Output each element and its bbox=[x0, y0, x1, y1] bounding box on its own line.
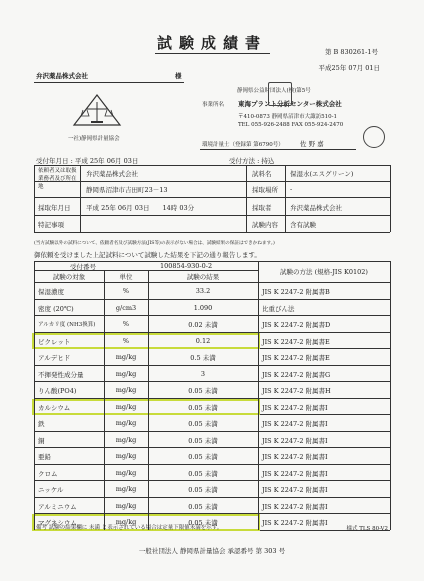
client-label: 依頼者又は取扱業務者及び所在地 bbox=[38, 168, 77, 190]
table-rule bbox=[34, 365, 390, 366]
test-method: JIS K 2247-2 附属書I bbox=[262, 469, 328, 478]
test-method: JIS K 2247-2 附属書E bbox=[262, 354, 330, 362]
table-rule bbox=[34, 299, 390, 300]
test-item: 鉄 bbox=[38, 420, 45, 428]
test-item: 不揮発性成分量 bbox=[38, 370, 84, 379]
column-header: 試験の結果 bbox=[186, 273, 220, 281]
company-seal-stamp bbox=[268, 82, 292, 106]
test-unit: mg/kg bbox=[115, 452, 137, 460]
test-result: 0.05 未満 bbox=[188, 436, 218, 445]
recipient-underline bbox=[34, 82, 184, 83]
table-rule bbox=[34, 431, 390, 432]
highlight-box bbox=[32, 399, 260, 416]
client-name: 弁沢薬品株式会社 bbox=[86, 170, 138, 178]
issuer-address: 〒410-0873 静岡県沼津市大諏訪510-1 bbox=[238, 114, 337, 120]
test-result: 0.5 未満 bbox=[190, 354, 216, 362]
test-method: JIS K 2247-2 附属書I bbox=[262, 486, 328, 494]
column-header: 試験の対象 bbox=[52, 273, 86, 281]
test-method: JIS K 2247-2 附属書H bbox=[262, 387, 331, 395]
test-method: JIS K 2247-2 附属書I bbox=[262, 519, 328, 527]
manager-underline bbox=[200, 149, 356, 150]
table-rule bbox=[34, 480, 390, 481]
test-result: 0.05 未満 bbox=[188, 502, 218, 511]
test-item: クロム bbox=[38, 469, 58, 478]
logo-caption: 一社)静岡県計量協会 bbox=[68, 136, 120, 142]
test-item: アルミニウム bbox=[38, 502, 77, 511]
test-item: りん酸(PO4) bbox=[38, 387, 77, 395]
page-title: 試験成績書 bbox=[156, 34, 267, 52]
table-rule bbox=[34, 497, 390, 498]
test-unit: % bbox=[122, 336, 130, 345]
doc-date: 平成25年 07月 01日 bbox=[318, 64, 380, 72]
manager-name: 佐 野 嘉 bbox=[300, 140, 324, 148]
lab-number-label: 受付番号 bbox=[70, 263, 96, 271]
test-method: JIS K 2247-2 附属書I bbox=[262, 420, 328, 428]
highlight-box bbox=[32, 333, 260, 350]
test-result: 0.05 未満 bbox=[188, 469, 218, 478]
test-item: ピクレット bbox=[38, 337, 71, 346]
collector-value: 弁沢薬品株式会社 bbox=[290, 204, 342, 212]
notes-label: 特記事項 bbox=[38, 221, 64, 229]
test-result: 0.05 未満 bbox=[188, 387, 218, 395]
test-method: JIS K 2247-2 附属書B bbox=[262, 288, 330, 296]
table-column-rule bbox=[258, 261, 259, 530]
table-rule bbox=[34, 270, 258, 271]
collection-date-value: 平成 25年 06月 03日 14時 03分 bbox=[86, 204, 195, 212]
sample-value: 保湿水(エスグリーン) bbox=[290, 170, 354, 178]
test-unit: mg/kg bbox=[115, 402, 137, 411]
test-item: カルシウム bbox=[38, 403, 71, 412]
test-item: アルカリ度 (NH3換算) bbox=[38, 322, 96, 328]
test-method: JIS K 2247-2 附属書I bbox=[262, 453, 328, 461]
test-unit: mg/kg bbox=[115, 353, 137, 361]
test-unit: mg/kg bbox=[115, 485, 137, 493]
issuer-phone: TEL 055-926-2488 FAX 055-924-2470 bbox=[238, 122, 344, 128]
table-rule bbox=[34, 464, 390, 465]
table-column-rule bbox=[34, 261, 35, 530]
receipt-method: 受付方法 : 持込 bbox=[229, 157, 275, 165]
test-result: 0.02 未満 bbox=[188, 321, 218, 329]
test-method: JIS K 2247-2 附属書D bbox=[262, 321, 331, 329]
report-intro: 御依頼を受けました上記試料について試験した結果を下記の通り報告します。 bbox=[34, 251, 261, 259]
received-date: 受付年月日 : 平成 25年 06月 03日 bbox=[36, 157, 139, 165]
column-header: 単位 bbox=[119, 273, 133, 281]
test-item: ニッケル bbox=[38, 486, 64, 494]
test-item: アルデヒド bbox=[38, 354, 71, 362]
test-method: 比重びん法 bbox=[262, 304, 295, 313]
test-item: 密度 (20℃) bbox=[38, 304, 74, 313]
test-result: 0.05 未満 bbox=[188, 486, 218, 494]
sample-label: 試料名 bbox=[252, 170, 272, 178]
table-rule bbox=[34, 315, 390, 316]
test-result: 0.05 未満 bbox=[188, 420, 218, 428]
test-result: 0.05 未満 bbox=[188, 453, 218, 461]
test-unit: mg/kg bbox=[115, 435, 137, 444]
doc-number: 第 B 830261-1号 bbox=[324, 48, 378, 56]
test-item: 保湿濃度 bbox=[38, 288, 64, 296]
recipient-honorific: 様 bbox=[175, 72, 182, 80]
place-label: 採取場所 bbox=[252, 186, 278, 194]
collector-label: 採取者 bbox=[252, 204, 272, 212]
issuer-registration: 静岡県公益財団法人(検)第5号 bbox=[237, 88, 311, 94]
test-type-label: 試験内容 bbox=[252, 221, 278, 229]
issuer-office-name: 東海プラント分析センター株式会社 bbox=[238, 100, 342, 108]
test-unit: % bbox=[122, 320, 130, 328]
association-logo bbox=[70, 93, 124, 133]
test-unit: mg/kg bbox=[115, 501, 137, 510]
disclaimer-note: (当方試験以外の試料について、依頼者名及び試験方法(JIS等)の表示がない場合は、試験結果の保証はできかねます。) bbox=[34, 241, 275, 246]
test-unit: g/cm3 bbox=[115, 303, 137, 312]
table-column-rule bbox=[390, 261, 391, 530]
test-result: 0.05 未満 bbox=[188, 403, 218, 412]
client-address: 静岡県沼津市吉田町23－13 bbox=[86, 186, 168, 194]
test-result: 33.2 bbox=[195, 287, 211, 295]
manager-seal-stamp bbox=[363, 126, 385, 148]
test-item: 銅 bbox=[38, 436, 45, 445]
test-unit: mg/kg bbox=[115, 369, 137, 378]
column-header: 試験の方法 (規格-JIS K0102) bbox=[280, 268, 368, 276]
test-method: JIS K 2247-2 附属書I bbox=[262, 436, 328, 445]
table-rule bbox=[34, 381, 390, 382]
form-code: 様式 TLS 80-V2 bbox=[346, 526, 388, 532]
footnote: 備考 試験の結果欄に 未満 と表示されている場合は定量下限値未満を示す。 bbox=[36, 525, 223, 531]
table-column-rule bbox=[148, 270, 149, 530]
test-unit: mg/kg bbox=[115, 386, 137, 394]
table-column-rule bbox=[104, 270, 105, 530]
test-unit: % bbox=[122, 287, 130, 295]
test-item: マグネシウム bbox=[38, 519, 77, 527]
place-value: - bbox=[290, 185, 293, 193]
test-item: 亜鉛 bbox=[38, 453, 51, 461]
test-method: JIS K 2247-2 附属書E bbox=[262, 337, 330, 346]
test-result: 0.05 未満 bbox=[188, 519, 218, 527]
test-result: 3 bbox=[200, 369, 206, 378]
test-type-value: 含有試験 bbox=[290, 221, 316, 229]
test-method: JIS K 2247-2 附属書G bbox=[262, 370, 331, 379]
test-unit: mg/kg bbox=[115, 419, 137, 427]
test-result: 0.12 bbox=[195, 336, 211, 345]
test-unit: mg/kg bbox=[115, 518, 137, 526]
test-result: 1.090 bbox=[193, 303, 213, 312]
manager-label: 環境計量士（登録第 第6790号） bbox=[202, 142, 284, 148]
collection-date-label: 採取年月日 bbox=[38, 204, 71, 212]
test-method: JIS K 2247-2 附属書I bbox=[262, 502, 328, 511]
lab-number-value: 100854-930-0-2 bbox=[160, 262, 213, 270]
issuer-office-label: 事業所名 bbox=[202, 102, 225, 108]
recipient-name: 弁沢薬品株式会社 bbox=[36, 72, 88, 80]
title-underline bbox=[155, 53, 270, 54]
test-unit: mg/kg bbox=[115, 468, 137, 477]
table-rule bbox=[34, 282, 390, 283]
footer-registration: 一般社団法人 静岡県計量協会 承認番号 第 303 号 bbox=[138, 547, 286, 555]
test-method: JIS K 2247-2 附属書I bbox=[262, 403, 328, 412]
table-rule bbox=[34, 447, 390, 448]
